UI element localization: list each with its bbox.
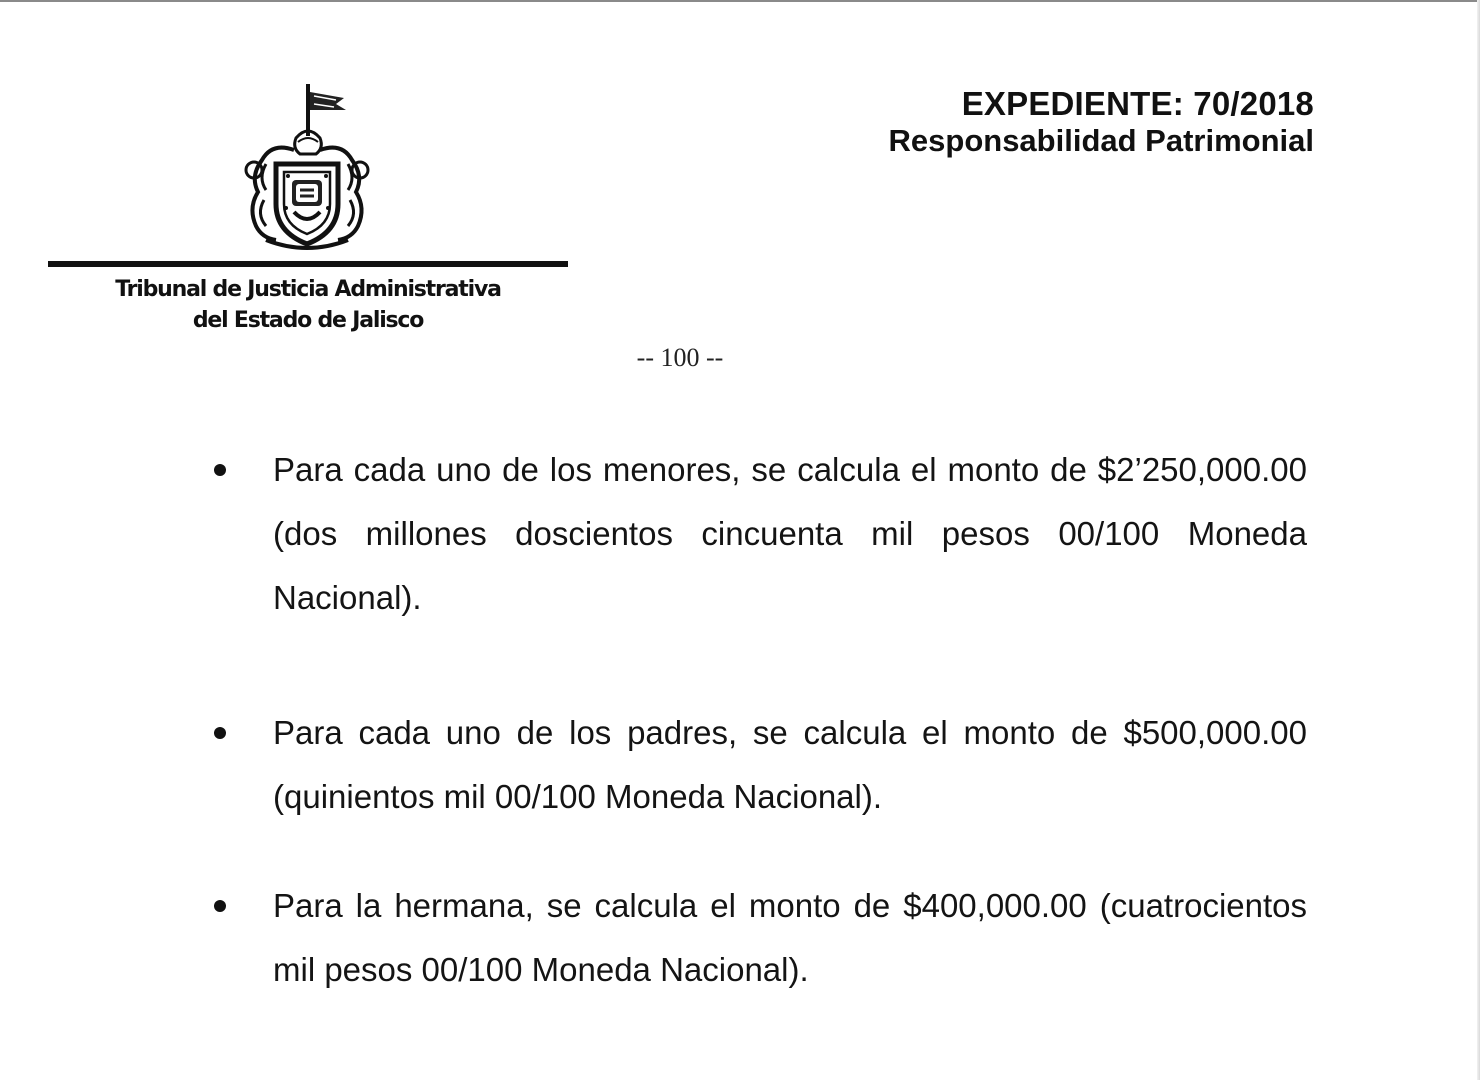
case-type: Responsabilidad Patrimonial	[888, 123, 1314, 158]
bullet-text: Para la hermana, se calcula el monto de $400,000.00 (cuatrocientos mil pesos 00/100 Moneda Nacional).	[273, 887, 1307, 988]
bullet-text: Para cada uno de los menores, se calcula el monto de $2’250,000.00 (dos millones doscientos cincuenta mil pesos 00/100 Moneda Nacional).	[273, 451, 1307, 616]
institution-line-1: Tribunal de Justicia Administrativa	[115, 277, 501, 302]
page-number: -- 100 --	[636, 343, 724, 372]
bullet-dot-icon	[214, 727, 226, 739]
bullet-dot-icon	[214, 900, 226, 912]
institution-line-2: del Estado de Jalisco	[192, 308, 424, 333]
bullet-dot-icon	[214, 464, 226, 476]
case-number: EXPEDIENTE: 70/2018	[961, 85, 1314, 122]
bullet-text: Para cada uno de los padres, se calcula el monto de $500,000.00 (quinientos mil 00/100 Moneda Nacional).	[273, 714, 1307, 815]
